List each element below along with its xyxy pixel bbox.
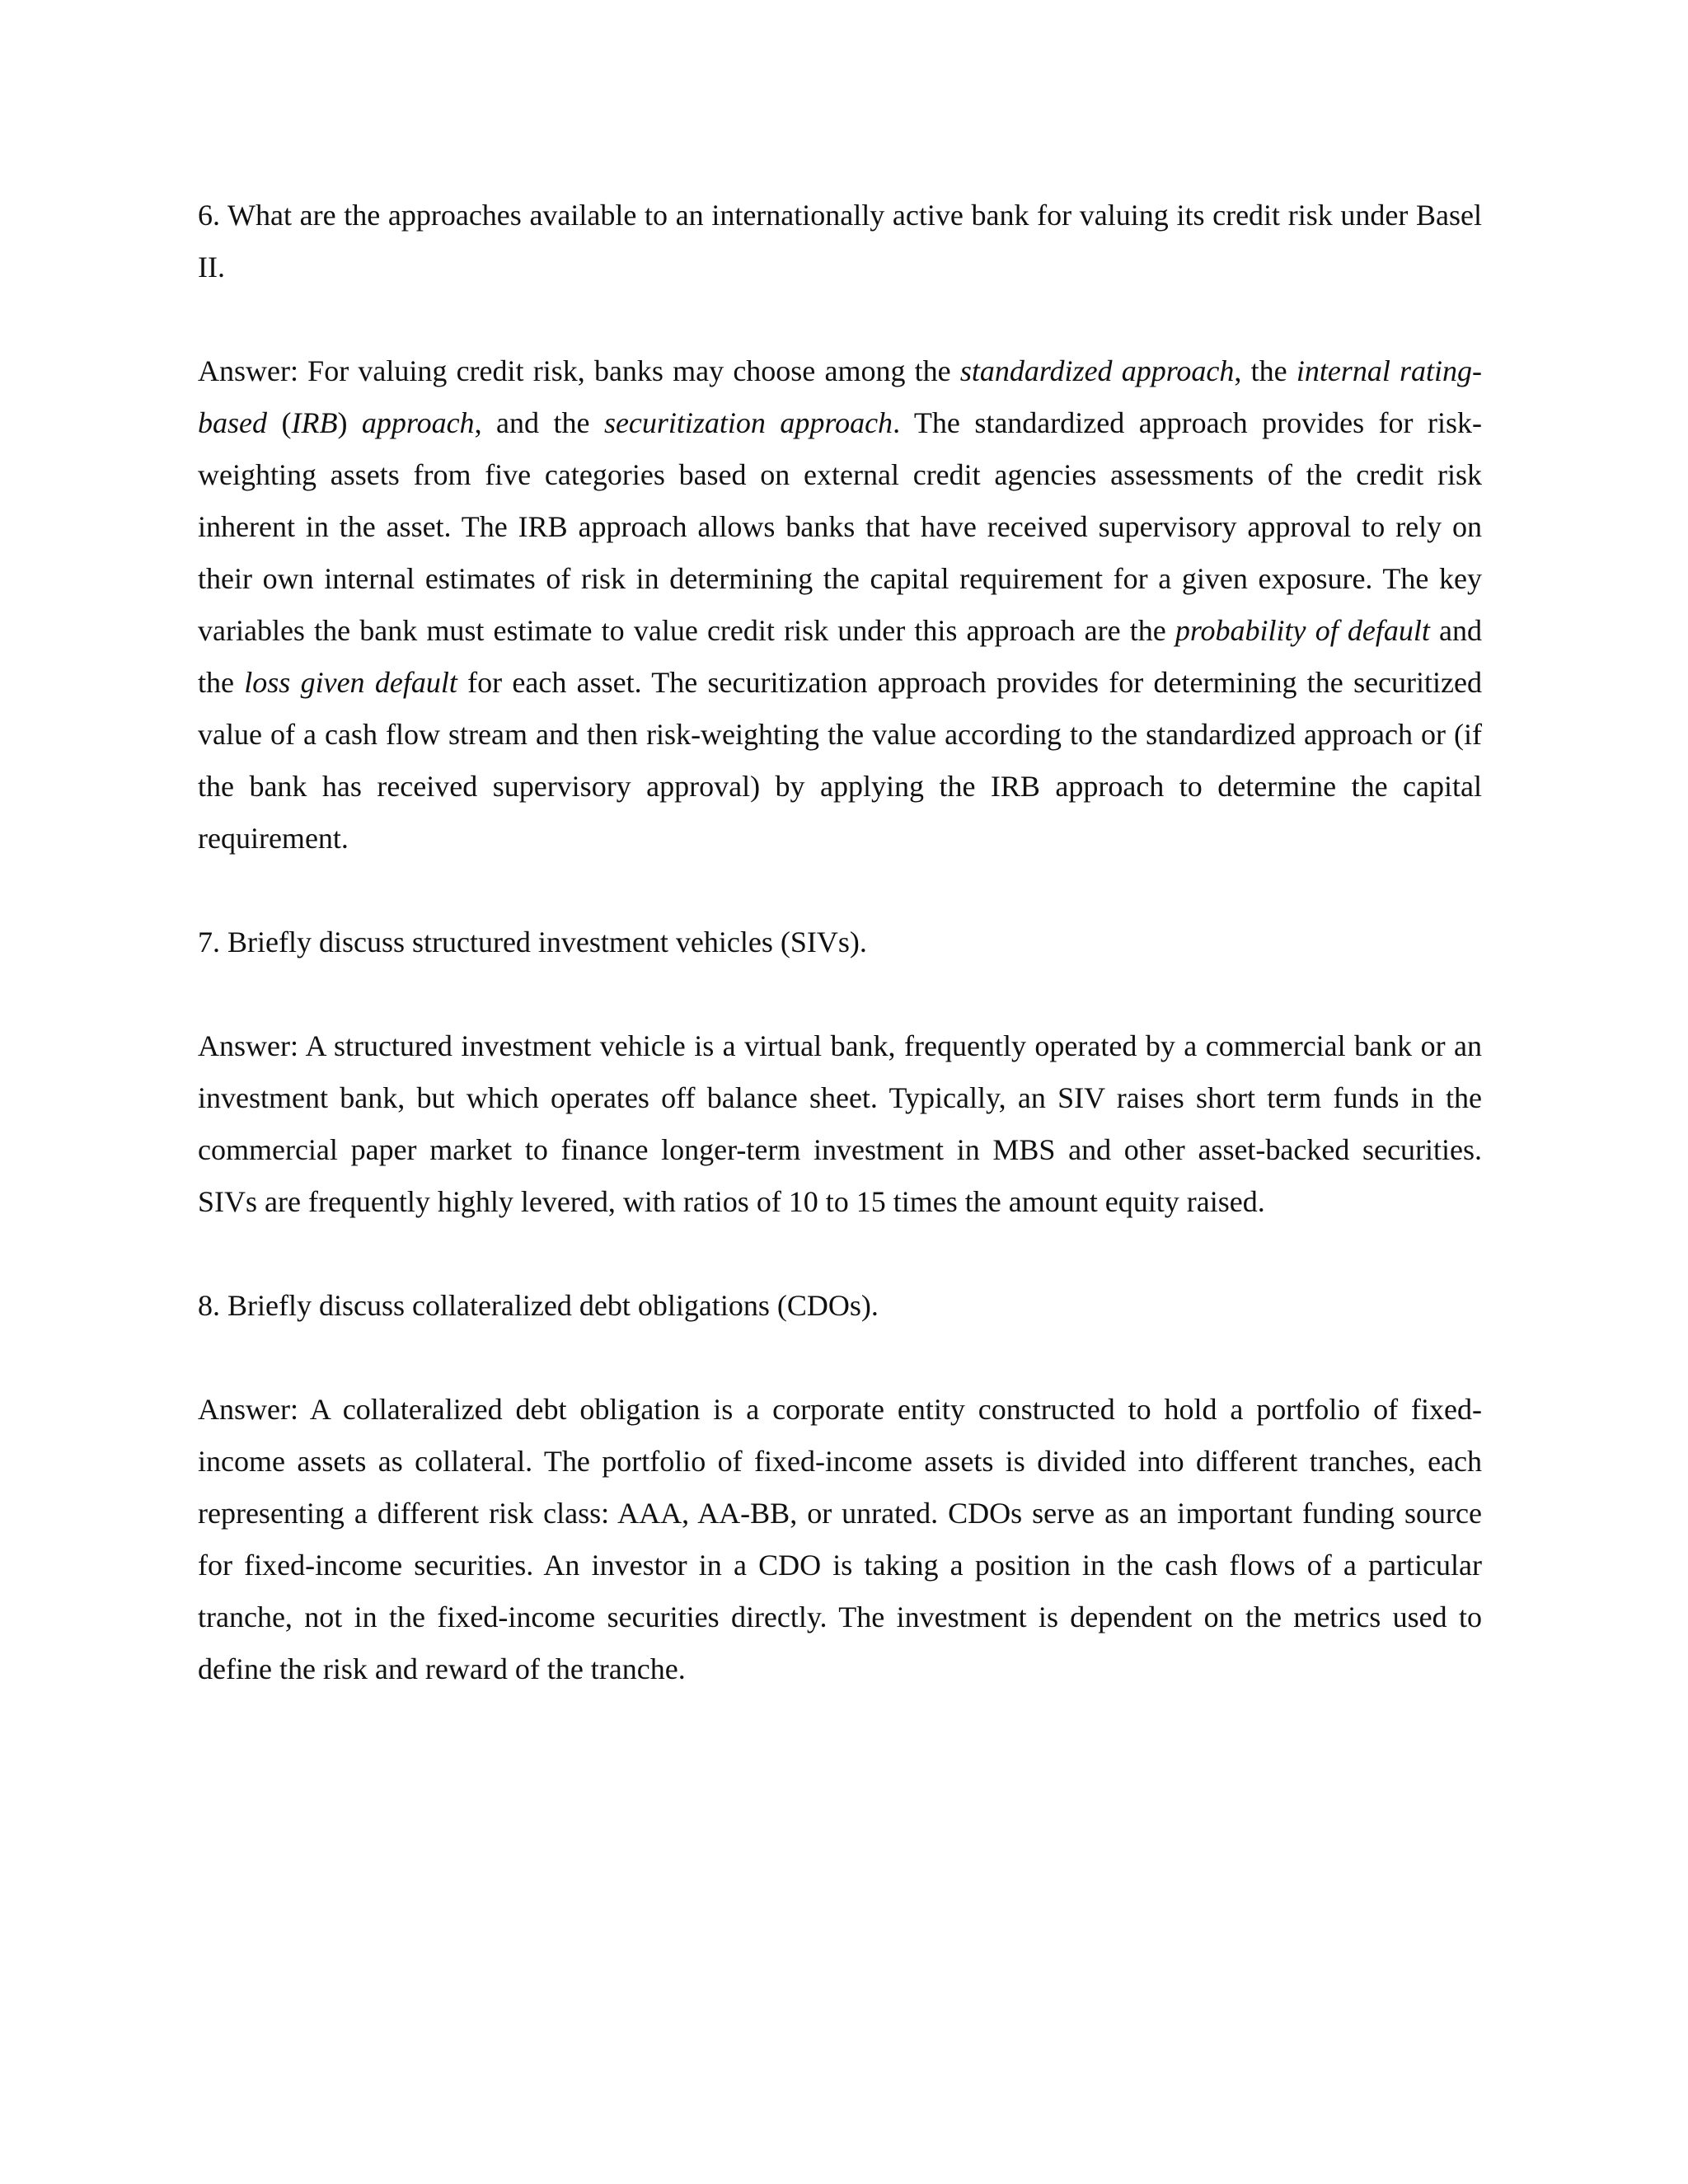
- answer-6-segment: (: [267, 406, 292, 439]
- answer-6-segment: and the: [198, 614, 1482, 699]
- answer-6-segment: securitization approach: [603, 406, 893, 439]
- document-body: [198, 190, 1482, 1695]
- question-8: 8. Briefly discuss collateralized debt obligations (CDOs).: [198, 1289, 879, 1322]
- answer-6-segment: ): [337, 406, 362, 439]
- answer-6-segment: approach: [361, 406, 475, 439]
- answer-6-segment: IRB: [291, 406, 338, 439]
- answer-8-segment: Answer: A collateralized debt obligation is a corporate entity constructed to hold a portfolio of fixed-income assets as collateral. The portfolio of fixed-income assets is divided into different tranches, each representing a different risk class: AAA, AA-BB, or unrated. CDOs serve as an important funding source for fixed-income securities. An investor in a CDO is taking a position in the cash flows of a particular tranche, not in the fixed-income securities directly. The investment is dependent on the metrics used to define the risk and reward of the tranche.: [198, 1393, 1482, 1685]
- answer-6: [198, 345, 1482, 865]
- answer-6-segment: internal rating-based: [198, 354, 1483, 439]
- question-6: 6. What are the approaches available to an internationally active bank for valuing its credit risk under Basel II.: [198, 199, 1482, 284]
- answer-6-segment: loss given default: [244, 666, 457, 699]
- answer-6-segment: , the: [1234, 354, 1296, 387]
- answer-6-segment: standardized approach: [959, 354, 1235, 387]
- answer-6-segment: , and the: [474, 406, 604, 439]
- answer-6-segment: probability of default: [1175, 614, 1430, 647]
- answer-7-segment: Answer: A structured investment vehicle is a virtual bank, frequently operated by a commercial bank or an investment bank, but which operates off balance sheet. Typically, an SIV raises short term funds in the commercial paper market to finance longer-term investment in MBS and other asset-backed securities. SIVs are frequently highly levered, with ratios of 10 to 15 times the amount equity raised.: [198, 1029, 1482, 1218]
- answer-7: [198, 1020, 1482, 1228]
- answer-8: [198, 1384, 1482, 1695]
- answer-6-segment: . The standardized approach provides for risk-weighting assets from five categories based on external credit agencies assessments of the credit risk inherent in the asset. The IRB approach allows banks that have received supervisory approval to rely on their own internal estimates of risk in determining the capital requirement for a given exposure. The key variables the bank must estimate to value credit risk under this approach are the: [198, 406, 1482, 647]
- question-7: 7. Briefly discuss structured investment vehicles (SIVs).: [198, 926, 867, 958]
- answer-6-segment: Answer: For valuing credit risk, banks may choose among the: [198, 354, 960, 387]
- answer-6-segment: for each asset. The securitization approach provides for determining the securitized value of a cash flow stream and then risk-weighting the value according to the standardized approach or (if the bank has received supervisory approval) by applying the IRB approach to determine the capital requirement.: [198, 666, 1482, 855]
